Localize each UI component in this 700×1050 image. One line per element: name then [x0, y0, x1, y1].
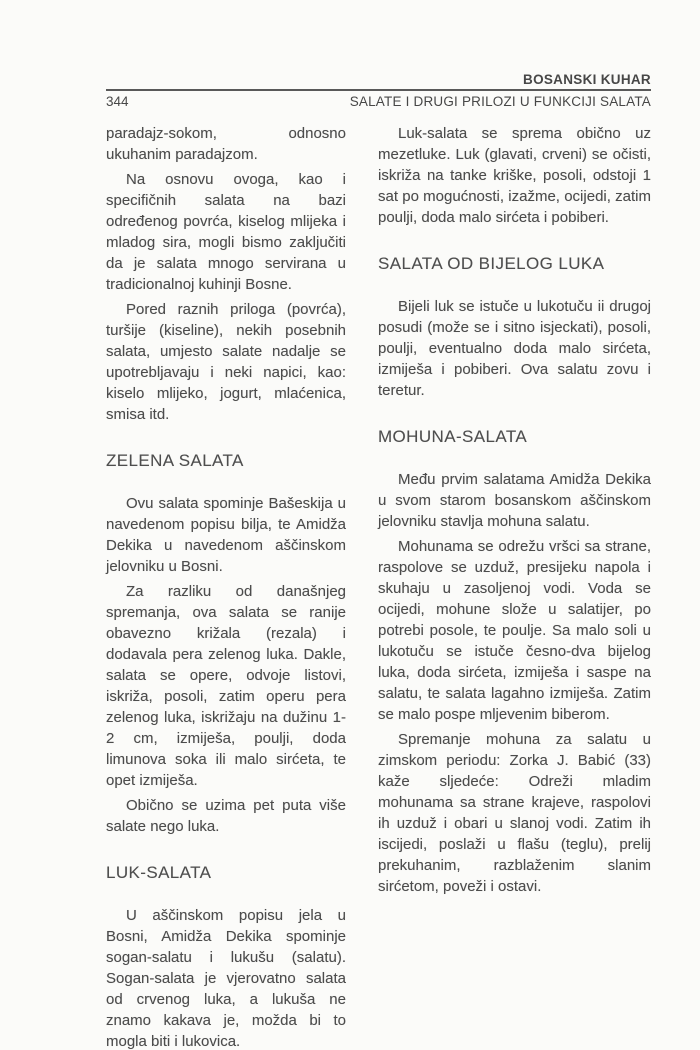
para-u-ascinskom-popisu: U aščinskom popisu jela u Bosni, Amidža Dekika spominje sogan-salatu i lukušu (salatu). Sogan-salata je vjerovatno salata od crvenog luka, a lukuša ne znamo kakava je, možda bi to mogla biti i lukovica. — [106, 907, 346, 1050]
heading-mohuna-salata: MOHUNA-SALATA — [378, 427, 528, 446]
heading-zelena-salata: ZELENA SALATA — [106, 451, 244, 470]
para-obicno-se-uzima: Obično se uzima pet puta više salate nego luka. — [106, 797, 346, 835]
right-column — [378, 123, 651, 1050]
page-number: 344 — [106, 94, 129, 109]
para-medju-prvim-salatama: Među prvim salatama Amidža Dekika u svom starom bosanskom aščinskom jelovniku stavlja mohuna salatu. — [378, 471, 651, 530]
left-column — [106, 123, 346, 1050]
para-za-razliku: Za razliku od današnjeg spremanja, ova salata se ranije obavezno križala (rezala) i dodavala pera zelenog luka. Dakle, salata se opere, odvoje listovi, iskriža, posoli, zatim operu pera zelenog luka, iskrižaju na dužinu 1-2 cm, izmiješa, poulji, doda limunova soka ili malo sirćeta, te opet izmiješa. — [106, 583, 346, 789]
para-na-osnovu-ovoga: Na osnovu ovoga, kao i specifičnih salata na bazi određenog povrća, kiselog mlijeka i mladog sira, mogli bismo zaključiti da je salata mnogo servirana u tradicionalnoj kuhinji Bosne. — [106, 171, 346, 293]
para-pored-raznih-priloga: Pored raznih priloga (povrća), turšije (kiseline), nekih posebnih salata, umjesto salate nadalje se upotrebljavaju i neki napici, kao: kiselo mlijeko, jogurt, mlaćenica, smisa itd. — [106, 301, 346, 423]
para-bijeli-luk: Bijeli luk se istuče u lukotuču ii drugoj posudi (može se i sitno isjeckati), posoli, poulji, eventualno doda malo sirćeta, izmiješa i pobiberi. Ova salatu zovu i teretur. — [378, 298, 651, 399]
para-paradajz-continuation: paradajz-sokom, odnosno ukuhanim paradajzom. — [106, 125, 346, 163]
book-title: BOSANSKI KUHAR — [106, 72, 651, 91]
heading-luk-salata: LUK-SALATA — [106, 863, 212, 882]
running-header: SALATE I DRUGI PRILOZI U FUNKCIJI SALATA — [349, 94, 651, 109]
column-gutter — [346, 123, 378, 1050]
page-header-row — [106, 91, 651, 109]
two-column-text — [106, 123, 651, 1050]
page-content — [106, 72, 651, 1050]
heading-salata-od-bijelog-luka: SALATA OD BIJELOG LUKA — [378, 254, 605, 273]
para-luk-salata-se-sprema: Luk-salata se sprema obično uz mezetluke. Luk (glavati, crveni) se očisti, iskriža na tanke kriške, posoli, odstoji 1 sat po mogućnosti, izažme, ocijedi, zatim poulji, doda malo sirćeta i pobiberi. — [378, 125, 651, 226]
para-ovu-salata-spominje: Ovu salata spominje Bašeskija u navedenom popisu bilja, te Amidža Dekika u navedenom aščinskom jelovniku u Bosni. — [106, 495, 346, 575]
para-mohunama-se-odrezu: Mohunama se odrežu vršci sa strane, raspolove se uzduž, presijeku napola i skuhaju u zasoljenoj vodi. Voda se ocijedi, mohune slože u salatijer, po potrebi posole, te poulje. Sa malo soli u lukotuču se istuče česno-dva bijelog luka, doda sirćeta, izmiješa i saspe na salatu, te salata lagahno izmiješa. Zatim se malo pospe mljevenim biberom. — [378, 538, 651, 723]
para-spremanje-mohuna: Spremanje mohuna za salatu u zimskom periodu: Zorka J. Babić (33) kaže sljedeće: Odreži mladim mohunama sa strane krajeve, raspolovi ih uzduž i obari u slanoj vodi. Zatim ih iscijedi, poslaži u flašu (teglu), prelij prekuhanim, razblaženim slanim sirćetom, poveži i ostavi. — [378, 731, 651, 895]
